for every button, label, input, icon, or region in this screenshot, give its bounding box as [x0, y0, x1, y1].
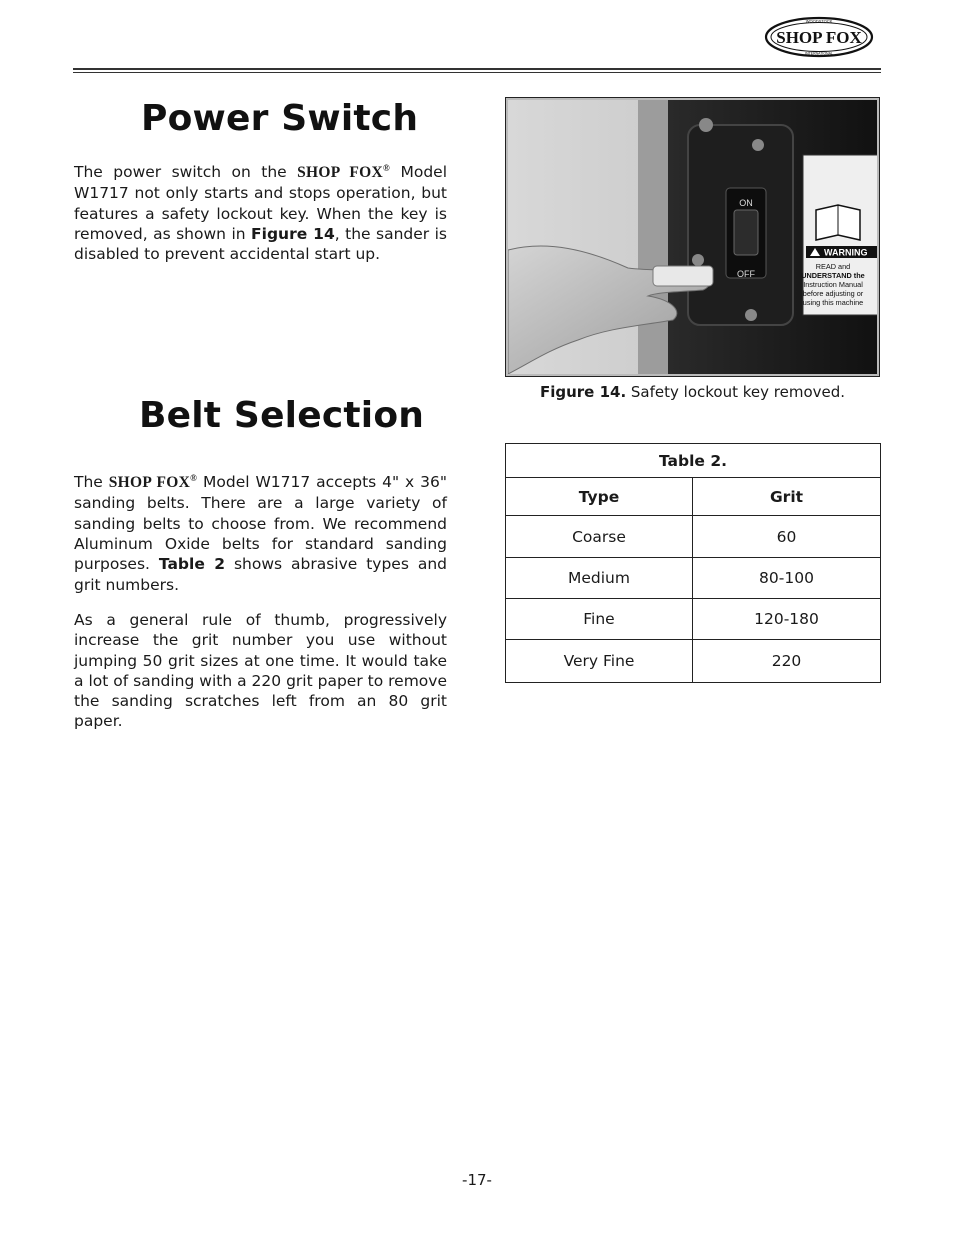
table-row [506, 640, 881, 683]
figure-14-photo [505, 97, 880, 377]
figure-reference: Figure 14 [251, 225, 335, 244]
shop-fox-logo [764, 16, 874, 58]
page-number: -17- [462, 1171, 492, 1189]
belt-selection-paragraph-2: As a general rule of thumb, progressively increase the grit number you use without jumping 50 grit sizes at one time. It would take a lot of sanding with a 220 grit paper to remove the sanding scratches left from an 80 grit paper. [74, 611, 447, 731]
belt-selection-paragraph-1: The SHOP FOX® Model W1717 accepts 4" x 36" sanding belts. There are a large variety of sanding belts to choose from. We recommend Aluminum Oxide belts for standard sanding purposes. Table 2 shows abrasive types and grit numbers. [74, 473, 447, 594]
table-header-type: Type [506, 478, 693, 516]
grit-table [505, 443, 881, 683]
header-rule-thin [73, 72, 881, 73]
table-row [506, 558, 881, 599]
header-rule [73, 68, 881, 70]
svg-text:READ and: READ and [815, 262, 851, 271]
power-switch-heading: Power Switch [141, 98, 419, 139]
table-cell-grit: 60 [693, 516, 881, 558]
figure-14-caption: Figure 14. Safety lockout key removed. [539, 383, 846, 401]
table-header-grit: Grit [693, 478, 881, 516]
svg-text:WOODSTOCK: WOODSTOCK [805, 18, 833, 24]
power-switch-paragraph: The power switch on the SHOP FOX® Model W1717 not only starts and stops operation, but features a safety lockout key. When the key is removed, as shown in Figure 14, the sander is disabled to prevent accidental start up. [74, 163, 448, 264]
table-cell-grit: 220 [693, 640, 881, 683]
table-cell-grit: 80-100 [693, 558, 881, 599]
table-row [506, 599, 881, 640]
svg-text:WARNING: WARNING [824, 247, 868, 258]
table-cell-type: Very Fine [506, 640, 693, 683]
table-cell-type: Medium [506, 558, 693, 599]
svg-text:Instruction Manual: Instruction Manual [803, 280, 863, 289]
svg-text:OFF: OFF [737, 269, 755, 279]
svg-text:ON: ON [739, 198, 753, 208]
brand-name: SHOP FOX® [297, 163, 391, 182]
svg-text:before adjusting or: before adjusting or [802, 289, 864, 298]
table-row [506, 516, 881, 558]
table-cell-grit: 120-180 [693, 599, 881, 640]
table-cell-type: Fine [506, 599, 693, 640]
table-reference: Table 2 [158, 555, 226, 574]
brand-name: SHOP FOX® [108, 473, 198, 492]
svg-text:UNDERSTAND the: UNDERSTAND the [801, 271, 865, 280]
svg-text:SHOP FOX: SHOP FOX [776, 28, 862, 47]
table-cell-type: Coarse [506, 516, 693, 558]
svg-text:using this machine: using this machine [802, 298, 864, 307]
table-title: Table 2. [506, 444, 881, 478]
belt-selection-heading: Belt Selection [139, 395, 425, 436]
svg-text:INTERNATIONAL: INTERNATIONAL [805, 51, 833, 56]
